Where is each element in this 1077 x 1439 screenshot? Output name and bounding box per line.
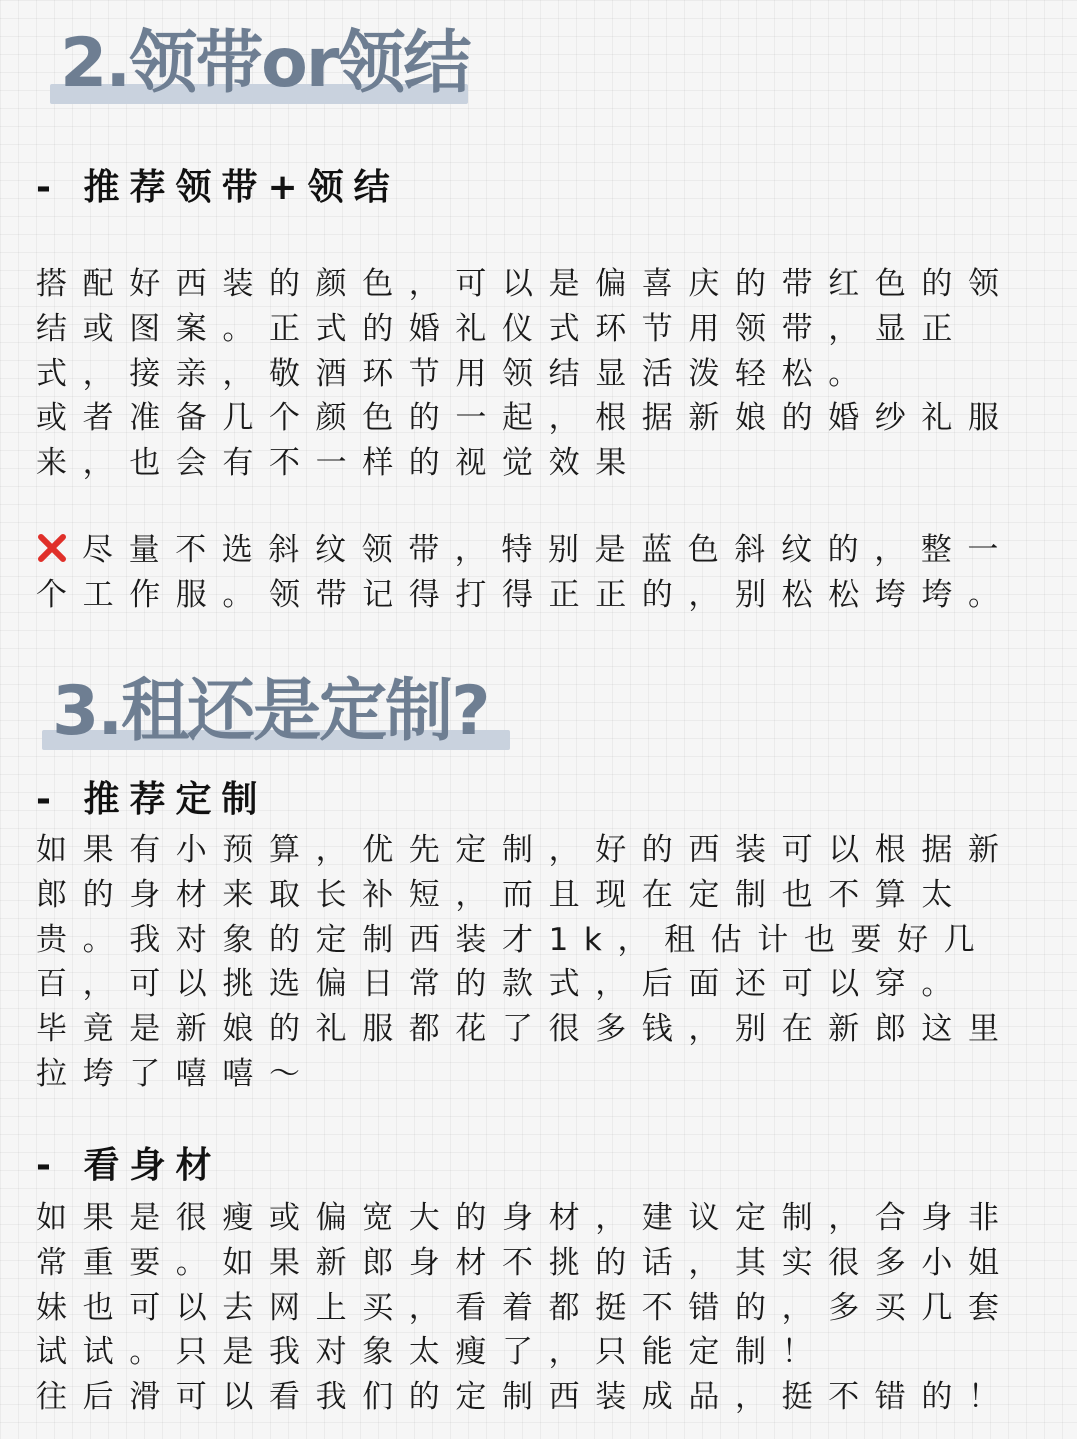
- paragraph-line: 毕竟是新娘的礼服都花了很多钱，别在新郎这里拉垮了嘻嘻～: [36, 1011, 1015, 1092]
- subheading: - 推荐领带+领结: [36, 167, 400, 208]
- warning-paragraph: [36, 528, 1026, 618]
- paragraph: [36, 262, 1026, 486]
- paragraph: [36, 828, 1026, 1097]
- warning-text: 尽量不选斜纹领带，特别是蓝色斜纹的，整一个工作服。领带记得打得正正的，别松松垮垮。: [36, 532, 1015, 613]
- warning-line: [36, 528, 1026, 618]
- subheading: - 推荐定制: [36, 779, 268, 820]
- section-title: 3.租还是定制?: [52, 672, 489, 751]
- paragraph: [36, 1196, 1026, 1420]
- paragraph-line: 或者准备几个颜色的一起，根据新娘的婚纱礼服来，也会有不一样的视觉效果: [36, 400, 1015, 482]
- paragraph-line: 如果有小预算，优先定制，好的西装可以根据新郎的身材来取长补短，而且现在定制也不算太贵。我对象的定制西装才1k，租估计也要好几百，可以挑选偏日常的款式，后面还可以穿。: [36, 832, 1015, 1003]
- section-title: 2.领带or领结: [60, 24, 470, 103]
- paragraph-line: 搭配好西装的颜色，可以是偏喜庆的带红色的领结或图案。正式的婚礼仪式环节用领带，显正式，接亲，敬酒环节用领结显活泼轻松。: [36, 266, 1015, 392]
- cross-mark-icon: [36, 532, 68, 564]
- paragraph-line: 往后滑可以看我们的定制西装成品，挺不错的！: [36, 1379, 1015, 1416]
- paragraph-line: 如果是很瘦或偏宽大的身材，建议定制，合身非常重要。如果新郎身材不挑的话，其实很多小姐妹也可以去网上买，看着都挺不错的，多买几套试试。只是我对象太瘦了，只能定制！: [36, 1200, 1015, 1371]
- subheading: - 看身材: [36, 1145, 222, 1186]
